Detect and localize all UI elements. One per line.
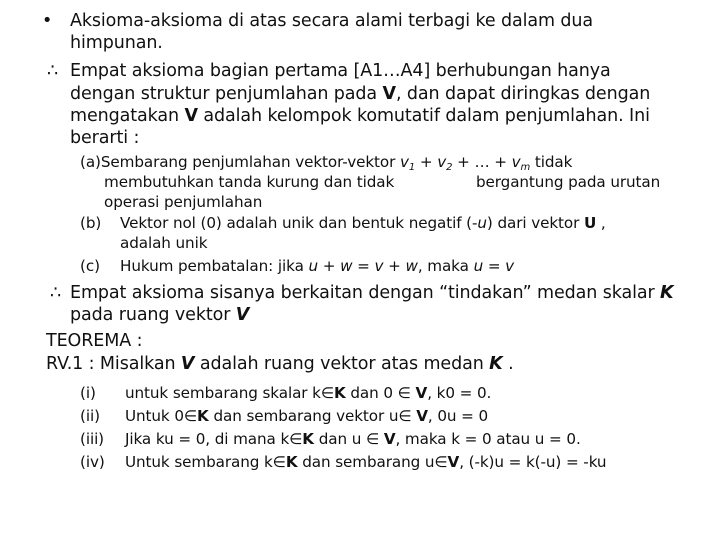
item-c-label: (c) (80, 257, 100, 275)
theorem-item: Jika ku = 0, di mana k∈K dan u ∈ V, maka k = 0 atau u = 0. (125, 430, 581, 448)
theorem-statement: RV.1 : Misalkan V adalah ruang vektor atas medan K . (46, 354, 514, 374)
paragraph-1-line-2: himpunan. (70, 33, 163, 53)
item-a-line-2a: membutuhkan tanda kurung dan tidak (104, 173, 395, 191)
item-b-line-1: Vektor nol (0) adalah unik dan bentuk negatif (-u) dari vektor U , (120, 214, 606, 232)
bullet-icon: • (42, 11, 53, 31)
item-b-label: (b) (80, 214, 102, 232)
item-c-line-1: Hukum pembatalan: jika u + w = v + w, maka u = v (120, 257, 515, 275)
theorem-title: TEOREMA : (46, 331, 143, 351)
theorem-item-label: (iii) (80, 430, 105, 448)
paragraph-3-line-2: pada ruang vektor V (70, 305, 250, 325)
item-b-line-2: adalah unik (120, 234, 208, 252)
therefore-icon: ∴ (47, 61, 59, 81)
theorem-item: Untuk 0∈K dan sembarang vektor u∈ V, 0u = 0 (125, 407, 489, 425)
paragraph-2-line-4: berarti : (70, 128, 140, 148)
item-a-line-1: (a)Sembarang penjumlahan vektor-vektor $v_1 + v_2$ + … + $v_m$ tidak (80, 153, 573, 173)
item-a-line-3: operasi penjumlahan (104, 193, 263, 211)
theorem-item: untuk sembarang skalar k∈K dan 0 ∈ V, k0 = 0. (125, 384, 492, 402)
paragraph-2-line-3: mengatakan V adalah kelompok komutatif dalam penjumlahan. Ini (70, 106, 650, 126)
theorem-item: Untuk sembarang k∈K dan sembarang u∈V, (-k)u = k(-u) = -ku (125, 453, 607, 471)
item-a-line-2b: bergantung pada urutan (476, 173, 661, 191)
theorem-item-label: (ii) (80, 407, 100, 425)
paragraph-3-line-1: Empat aksioma sisanya berkaitan dengan “tindakan” medan skalar K (70, 283, 674, 303)
therefore-icon: ∴ (50, 283, 62, 303)
theorem-item-label: (iv) (80, 453, 105, 471)
paragraph-2-line-2: dengan struktur penjumlahan pada V, dan dapat diringkas dengan (70, 84, 651, 104)
theorem-item-label: (i) (80, 384, 96, 402)
paragraph-1-line-1: Aksioma-aksioma di atas secara alami terbagi ke dalam dua (70, 11, 594, 31)
paragraph-2-line-1: Empat aksioma bagian pertama [A1…A4] berhubungan hanya (70, 61, 611, 81)
